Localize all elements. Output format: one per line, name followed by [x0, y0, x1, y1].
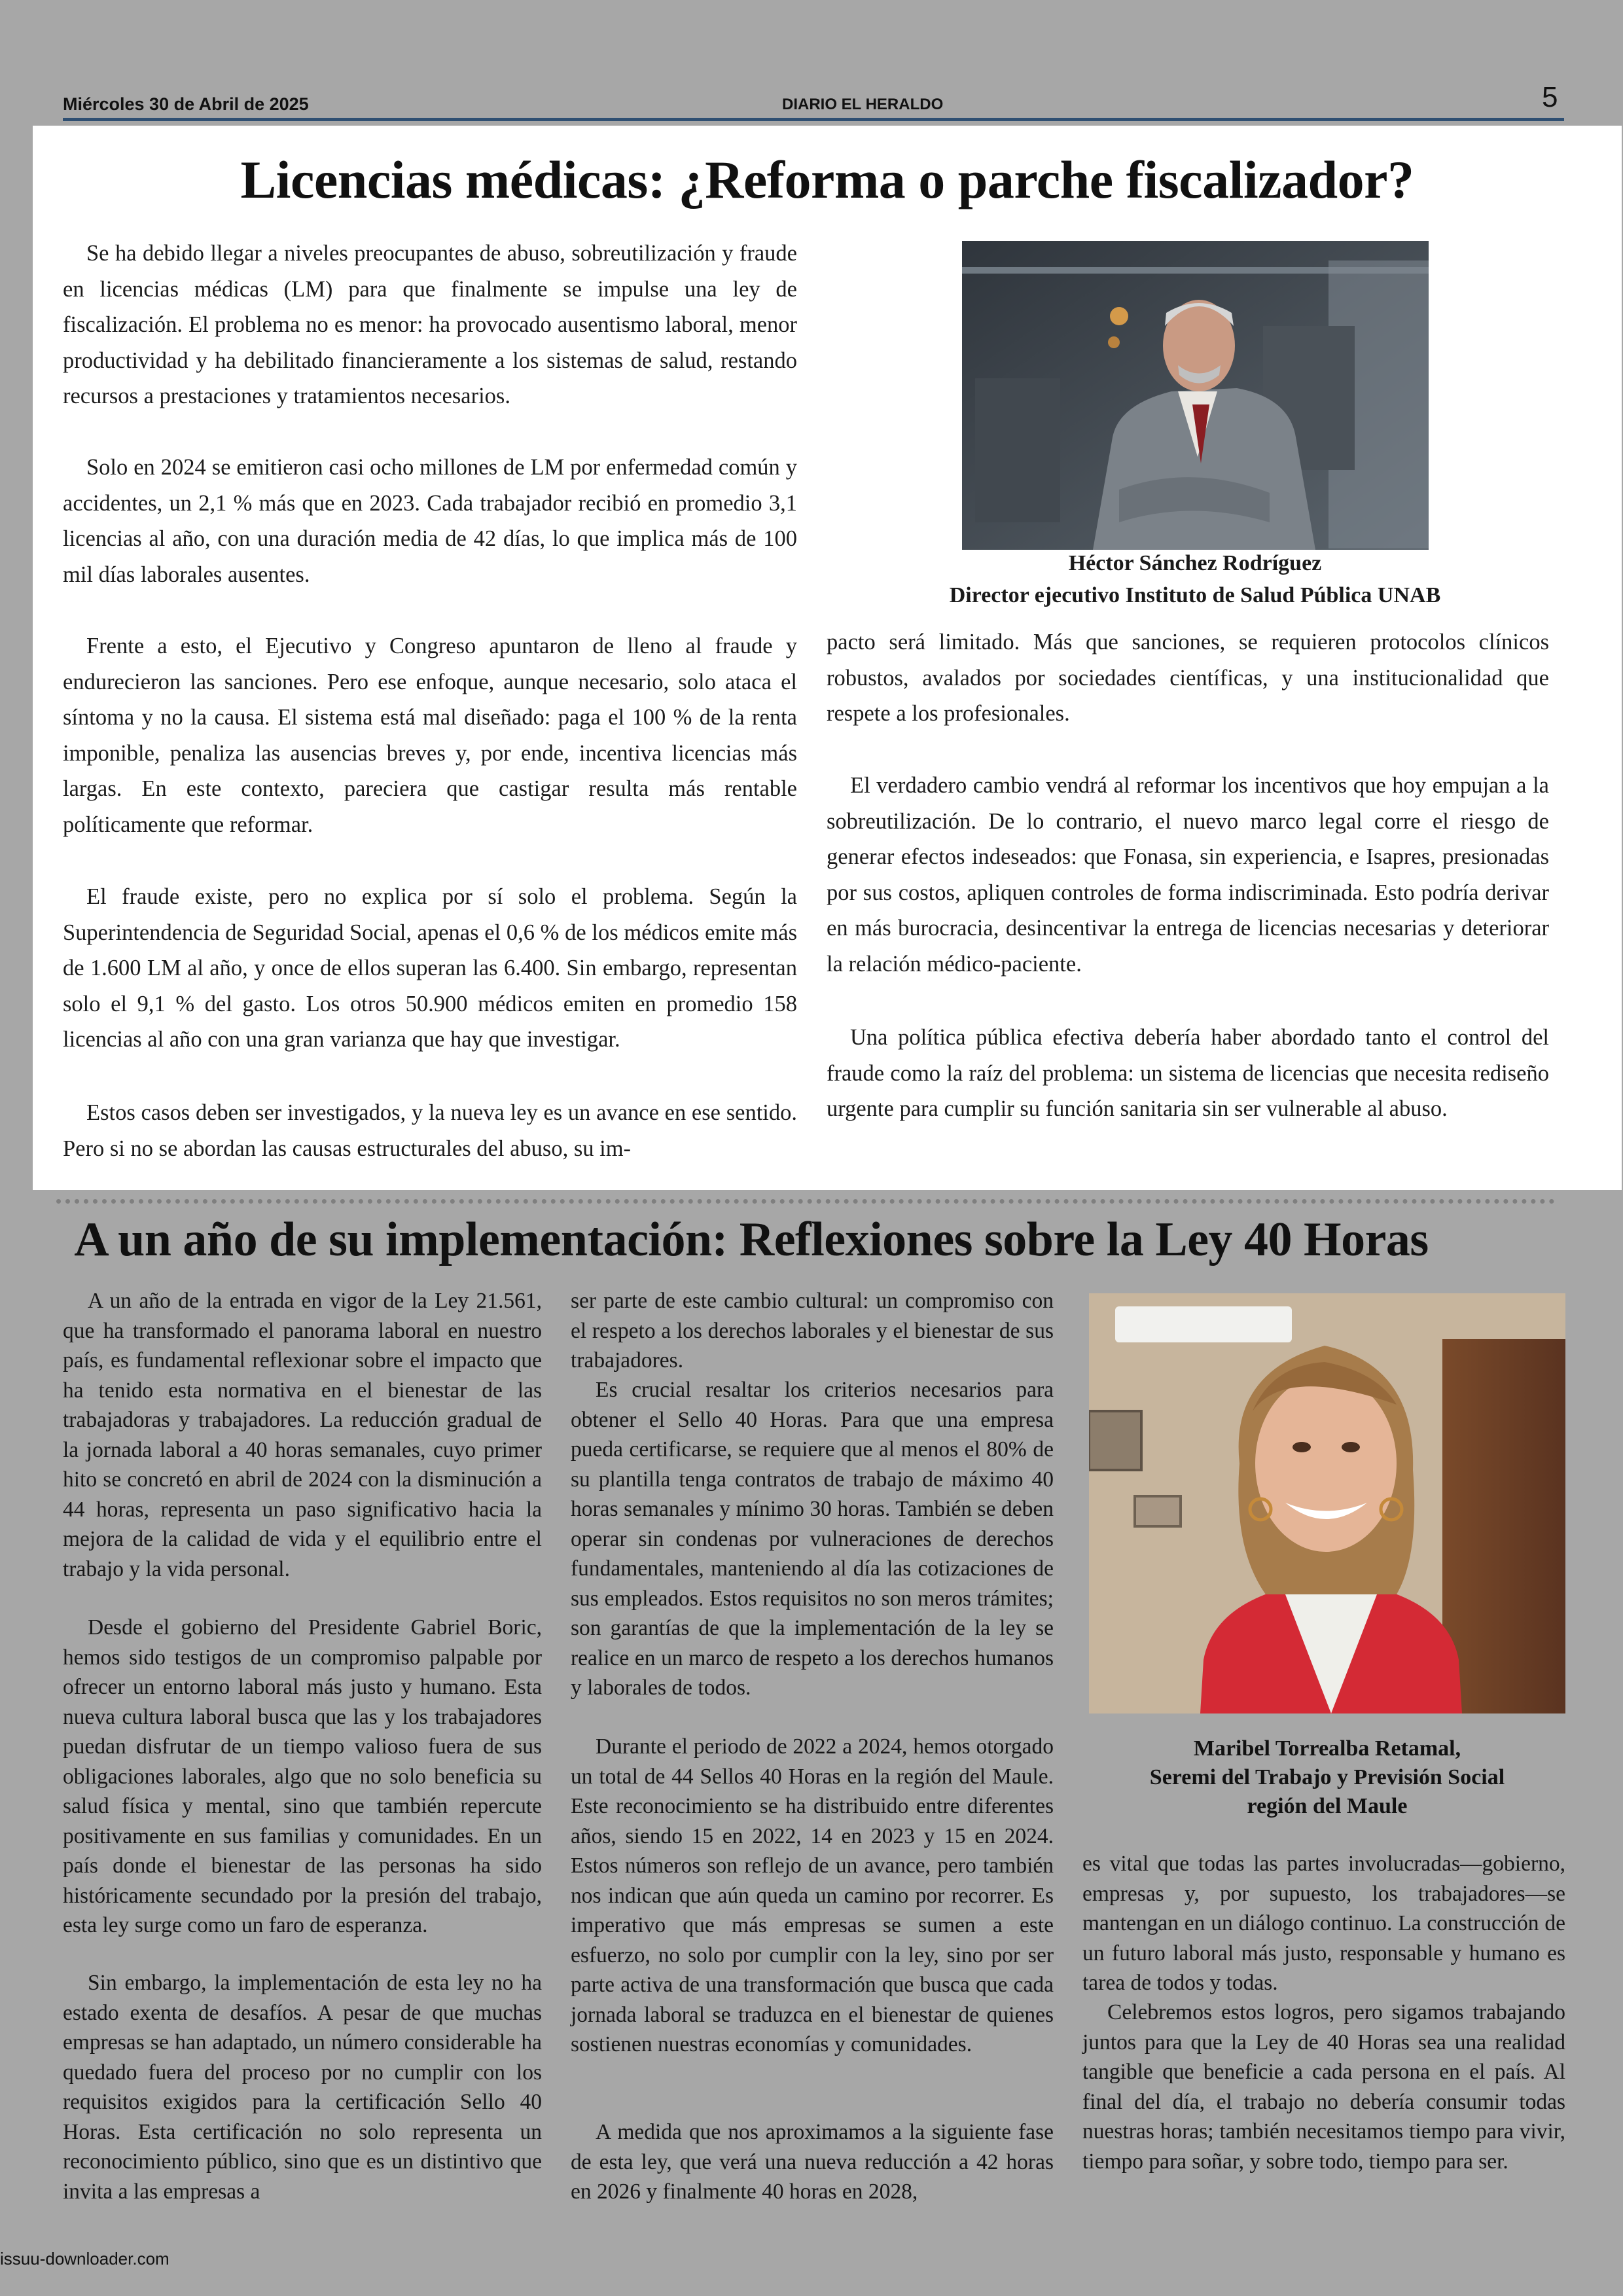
article1-paragraph: Estos casos deben ser investigados, y la nueva ley es un avance en ese sentido. Pero si no se abordan las causas estructurales del abuso, su im- — [63, 1100, 797, 1161]
article1-paragraph: Solo en 2024 se emitieron casi ocho millones de LM por enfermedad común y accidentes, un 2,1 % más que en 2023. Cada trabajador recibió en promedio 3,1 licencias al año, con una duración media de 42 días, lo que implica más de 100 mil días laborales ausentes. — [63, 455, 797, 587]
newspaper-name: DIARIO EL HERALDO — [782, 96, 944, 113]
article2-paragraph: Sin embargo, la implementación de esta ley no ha estado exenta de desafíos. A pesar de que muchas empresas se han adaptado, un número considerable ha quedado fuera del proceso por no cumplir con los requisitos exigidos para la certificación Sello 40 Horas. Esta certificación no solo representa un reconocimiento público, sino que es un distintivo que invita a las empresas a — [63, 1971, 542, 2204]
article2-paragraph: Celebremos estos logros, pero sigamos trabajando juntos para que la Ley de 40 Horas sea una realidad tangible que beneficie a cada persona en el país. Al final del día, el trabajo no debería consumir todas nuestras horas; también necesitamos tiempo para vivir, tiempo para soñar, y sobre todo, tiempo para ser. — [1082, 2000, 1565, 2174]
article1-paragraph: pacto será limitado. Más que sanciones, se requieren protocolos clínicos robustos, avalados por sociedades científicas, y una institucionalidad que respete a los profesionales. — [827, 630, 1549, 726]
article2-caption-role: Seremi del Trabajo y Previsión Social — [1149, 1765, 1505, 1789]
article2-paragraph: Es crucial resaltar los criterios necesarios para obtener el Sello 40 Horas. Para que una empresa pueda certificarse, se requiere que al menos el 80% de su plantilla tenga contratos de trabajo de máximo 40 horas semanales y mínimo 30 horas. También se deben operar sin condenas por vulneraciones de derechos fundamentales, manteniendo al día las cotizaciones de sus empleados. Estos requisitos no son meros trámites; son garantías de que la implementación de la ley se realice en un marco de respeto a los derechos humanos y laborales de todos. — [571, 1378, 1054, 1700]
article2-paragraph: A un año de la entrada en vigor de la Ley 21.561, que ha transformado el panorama laboral en nuestro país, es fundamental reflexionar sobre el impacto que ha tenido esta normativa en el bienestar de las trabajadoras y trabajadores. La reducción gradual de la jornada laboral a 40 horas semanales, cuyo primer hito se concretó en abril de 2024 con la disminución a 44 horas, representa un paso significativo hacia la mejora de la calidad de vida y el equilibrio entre el trabajo y la vida personal. — [63, 1289, 542, 1581]
article1-paragraph: El fraude existe, pero no explica por sí solo el problema. Según la Superintendencia de Seguridad Social, apenas el 0,6 % de los médicos emite más de 1.600 LM al año, y once de ellos superan las 6.400. Sin embargo, representan solo el 9,1 % del gasto. Los otros 50.900 médicos emiten en promedio 158 licencias al año con una gran varianza que hay que investigar. — [63, 884, 797, 1052]
article2-paragraph: A medida que nos aproximamos a la siguiente fase de esta ley, que verá una nueva reducción a 42 horas en 2026 y finalmente 40 horas en 2028, — [571, 2120, 1054, 2204]
article1-paragraph: Una política pública efectiva debería haber abordado tanto el control del fraude como la raíz del problema: un sistema de licencias que necesita rediseño urgente para cumplir su función sanitaria sin ser vulnerable al abuso. — [827, 1025, 1549, 1121]
maribel-torrealba-photo — [1089, 1293, 1565, 1713]
dotted-divider — [56, 1199, 1555, 1204]
article2-paragraph: ser parte de este cambio cultural: un compromiso con el respeto a los derechos laborales y el bienestar de sus trabajadores. — [571, 1289, 1054, 1372]
article2-paragraph: es vital que todas las partes involucradas—gobierno, empresas y, por supuesto, los trabajadores—se mantengan en un diálogo continuo. La construcción de un futuro laboral más justo, responsable y humano es tarea de todos y todas. — [1082, 1852, 1565, 1995]
article2-caption-region: región del Maule — [1247, 1794, 1408, 1818]
article1-paragraph: Se ha debido llegar a niveles preocupantes de abuso, sobreutilización y fraude en licencias médicas (LM) para que finalmente se impulse una ley de fiscalización. El problema no es menor: ha provocado ausentismo laboral, menor productividad y ha debilitado financieramente a los sistemas de salud, restando recursos a prestaciones y tratamientos necesarios. — [63, 241, 797, 408]
page-number: 5 — [1542, 81, 1558, 113]
source-watermark: issuu-downloader.com — [0, 2249, 169, 2269]
article1-caption-name: Héctor Sánchez Rodríguez — [1068, 551, 1322, 575]
article2-caption-name: Maribel Torrealba Retamal, — [1193, 1736, 1461, 1761]
article1-paragraph: El verdadero cambio vendrá al reformar los incentivos que hoy empujan a la sobreutilización. De lo contrario, el nuevo marco legal corre el riesgo de generar efectos indeseados: que Fonasa, sin experiencia, e Isapres, presionadas por sus costos, apliquen controles de forma indiscriminada. Esto podría derivar en más burocracia, desincentivar la entrega de licencias necesarias y deteriorar la relación médico-paciente. — [827, 773, 1549, 977]
article1-caption-role: Director ejecutivo Instituto de Salud Pública UNAB — [949, 583, 1441, 607]
article1-paragraph: Frente a esto, el Ejecutivo y Congreso apuntaron de lleno al fraude y endurecieron las sanciones. Pero ese enfoque, aunque necesario, solo ataca el síntoma y no la causa. El sistema está mal diseñado: paga el 100 % de la renta imponible, penaliza las ausencias breves y, por ende, incentiva licencias más largas. En este contexto, pareciera que castigar resulta más rentable políticamente que reformar. — [63, 634, 797, 837]
article2-paragraph: Durante el periodo de 2022 a 2024, hemos otorgado un total de 44 Sellos 40 Horas en la región del Maule. Este reconocimiento se ha distribuido entre diferentes años, siendo 15 en 2022, 14 en 2023 y 15 en 2024. Estos números son reflejo de un avance, pero también nos indican que aún queda un camino por recorrer. Es imperativo que más empresas se sumen a este esfuerzo, no solo por cumplir con la ley, sino por ser parte activa de una transformación que busca que cada jornada laboral se traduzca en el bienestar de quienes sostienen nuestras economías y comunidades. — [571, 1734, 1054, 2056]
article2-paragraph: Desde el gobierno del Presidente Gabriel Boric, hemos sido testigos de un compromiso palpable por ofrecer un entorno laboral más justo y humano. Esta nueva cultura laboral busca que las y los trabajadores puedan disfrutar de un tiempo valioso fuera de sus obligaciones laborales, algo que no solo beneficia su salud física y mental, sino que también repercute positivamente en sus familias y comunidades. En un país donde el bienestar de las personas ha sido históricamente secundado por la presión del trabajo, esta ley surge como un faro de esperanza. — [63, 1615, 542, 1937]
article2-title: A un año de su implementación: Reflexiones sobre la Ley 40 Horas — [74, 1213, 1429, 1266]
header-rule — [63, 118, 1564, 121]
article1-title: Licencias médicas: ¿Reforma o parche fiscalizador? — [240, 150, 1414, 209]
hector-sanchez-photo — [962, 241, 1429, 550]
header-date: Miércoles 30 de Abril de 2025 — [63, 94, 309, 114]
